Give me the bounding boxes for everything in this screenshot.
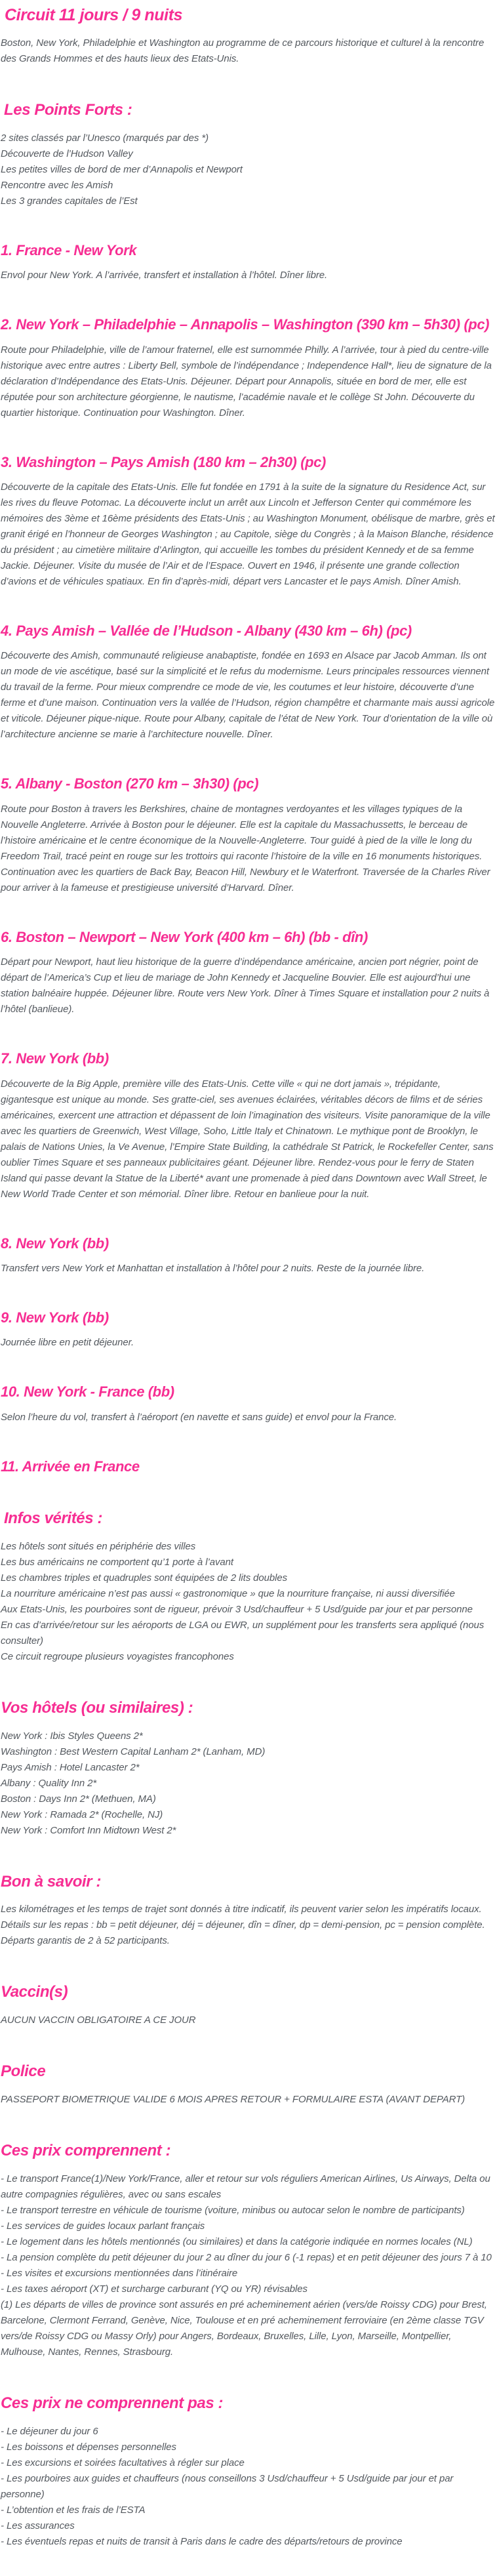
price-includes-item: - La pension complète du petit déjeuner du jour 2 au dîner du jour 6 (-1 repas) et en petit déjeuner des jours 7 à 10 <box>1 2251 492 2263</box>
price-excludes-heading: Ces prix ne comprennent pas : <box>1 2394 224 2412</box>
highlights-list <box>1 131 496 209</box>
infos-heading: Infos vérités : <box>4 1509 103 1528</box>
hotels-list <box>1 1728 496 1839</box>
price-excludes-item: - Les pourboires aux guides et chauffeurs (nous conseillons 3 Usd/chauffeur + 5 Usd/guide par jour et par personne) <box>1 2472 454 2500</box>
price-excludes-item: - Les excursions et soirées facultatives à régler sur place <box>1 2457 245 2468</box>
day-description: Route pour Boston à travers les Berkshires, chaine de montagnes verdoyantes et les villages typiques de la Nouvelle Angleterre. Arrivée à Boston pour le déjeuner. Elle est la capitale du Massachussetts, le berceau de l’histoire américaine et le centre économique de la Nouvelle-Angleterre. Tour guidé à pied de la ville le long du Freedom Trail, tracé peint en rouge sur les trottoirs qui raconte l’histoire de la ville en 16 monuments historiques. Continuation avec les quartiers de Back Bay, Beacon Hill, Newbury et le Waterfront. Traversée de la Charles River pour arriver à la fameuse et prestigieuse université d’Harvard. Dîner. <box>1 803 490 893</box>
vaccines-text: AUCUN VACCIN OBLIGATOIRE A CE JOUR <box>1 2014 196 2026</box>
intro-text: Boston, New York, Philadelphie et Washington au programme de ce parcours historique et culturel à la rencontre des Grands Hommes et des hauts lieux des Etats-Unis. <box>1 37 485 64</box>
vaccines-heading: Vaccin(s) <box>1 1983 68 2001</box>
day-section-7 <box>1 1050 496 1202</box>
good-to-know-item: Les kilométrages et les temps de trajet sont donnés à titre indicatif, ils peuvent varier selon les impératifs locaux. <box>1 1904 482 1915</box>
hotel-item: Pays Amish : Hotel Lancaster 2* <box>1 1761 140 1773</box>
highlights-heading: Les Points Forts : <box>4 101 132 119</box>
day-heading: 2. New York – Philadelphie – Annapolis – Washington (390 km – 5h30) (pc) <box>1 316 490 333</box>
day-description: Départ pour Newport, haut lieu historique de la guerre d’indépendance américaine, ancien port négrier, point de départ de l’America’s Cup et lieu de mariage de John Kennedy et Jacqueline Bouvier. Elle est aujourd’hui une station balnéaire huppée. Déjeuner libre. Route vers New York. Dîner à Times Square et installation pour 2 nuits à l’hôtel (banlieue). <box>1 956 490 1015</box>
info-item: Aux Etats-Unis, les pourboires sont de rigueur, prévoir 3 Usd/chauffeur + 5 Usd/guide par jour et par personne <box>1 1603 473 1615</box>
price-excludes-item: - L’obtention et les frais de l’ESTA <box>1 2504 146 2516</box>
hotel-item: New York : Comfort Inn Midtown West 2* <box>1 1824 176 1836</box>
day-description: Journée libre en petit déjeuner. <box>1 1337 134 1349</box>
day-heading: 1. France - New York <box>1 241 137 258</box>
day-heading: 11. Arrivée en France <box>1 1458 140 1475</box>
day-heading: 8. New York (bb) <box>1 1235 109 1252</box>
highlight-item: Découverte de l’Hudson Valley <box>1 148 133 159</box>
day-description: Transfert vers New York et Manhattan et installation à l’hôtel pour 2 nuits. Reste de la journée libre. <box>1 1262 425 1274</box>
price-excludes-item: - Les éventuels repas et nuits de transit à Paris dans le cadre des départs/retours de province <box>1 2535 403 2547</box>
day-section-3 <box>1 454 496 590</box>
price-includes-item: - Les visites et excursions mentionnées dans l’itinéraire <box>1 2267 238 2279</box>
day-heading: 7. New York (bb) <box>1 1050 109 1067</box>
day-section-5 <box>1 775 496 895</box>
price-includes-footnote: (1) Les départs de villes de province sont assurés en pré acheminement aérien (vers/de Roissy CDG) pour Brest, Barcelone, Clermont Ferrand, Genève, Nice, Toulouse et en pré acheminement ferroviaire (en 2ème classe TGV vers/de Roissy CDG ou Massy Orly) pour Angers, Bordeaux, Bruxelles, Lille, Lyon, Marseille, Montpellier, Mulhouse, Nantes, Rennes, Strasbourg. <box>1 2299 487 2358</box>
good-to-know-item: Détails sur les repas : bb = petit déjeuner, déj = déjeuner, dîn = dîner, dp = demi-pension, pc = pension complète. <box>1 1919 485 1931</box>
price-includes-heading: Ces prix comprennent : <box>1 2142 171 2160</box>
day-section-11 <box>1 1458 496 1475</box>
day-description: Route pour Philadelphie, ville de l’amour fraternel, elle est surnommée Philly. A l’arrivée, tour à pied du centre-ville historique avec entre autres : Liberty Bell, symbole de l’indépendance ; Independence Hall*, lieu de signature de la déclaration d’Indépendance des Etats-Unis. Déjeuner. Départ pour Annapolis, située en bord de mer, elle est réputée pour son architecture géorgienne, le nautisme, l’académie navale et le collège St John. Découverte du quartier historique. Continuation pour Washington. Dîner. <box>1 344 492 419</box>
price-includes-item: - Les taxes aéroport (XT) et surcharge carburant (YQ ou YR) révisables <box>1 2283 308 2295</box>
info-item: Les chambres triples et quadruples sont équipées de 2 lits doubles <box>1 1572 288 1584</box>
info-item: La nourriture américaine n’est pas aussi « gastronomique » que la nourriture française, ni aussi diversifiée <box>1 1587 455 1599</box>
police-heading: Police <box>1 2062 46 2081</box>
highlight-item: Les 3 grandes capitales de l’Est <box>1 195 138 207</box>
price-includes-item: - Le logement dans les hôtels mentionnés (ou similaires) et dans la catégorie indiquée en normes locales (NL) <box>1 2236 473 2247</box>
day-section-10 <box>1 1383 496 1425</box>
highlight-item: Rencontre avec les Amish <box>1 179 113 191</box>
good-to-know-heading: Bon à savoir : <box>1 1872 102 1891</box>
day-heading: 4. Pays Amish – Vallée de l’Hudson - Albany (430 km – 6h) (pc) <box>1 622 412 639</box>
day-heading: 6. Boston – Newport – New York (400 km – 6h) (bb - dîn) <box>1 928 368 945</box>
price-excludes-item: - Les boissons et dépenses personnelles <box>1 2441 176 2453</box>
day-heading: 5. Albany - Boston (270 km – 3h30) (pc) <box>1 775 259 792</box>
hotel-item: Washington : Best Western Capital Lanham 2* (Lanham, MD) <box>1 1746 266 1757</box>
day-section-1 <box>1 242 496 283</box>
price-excludes-item: - Le déjeuner du jour 6 <box>1 2425 98 2437</box>
day-description: Découverte des Amish, communauté religieuse anabaptiste, fondée en 1693 en Alsace par Jacob Amman. Ils ont un mode de vie ascétique, basé sur la simplicité et le refus du modernisme. Leurs principales ressources viennent du travail de la ferme. Pour mieux comprendre ce mode de vie, les coutumes et leur histoire, découverte d’une ferme et d’une maison. Continuation vers la vallée de l’Hudson, région champêtre et charmante mais aussi agricole et viticole. Déjeuner pique-nique. Route pour Albany, capitale de l’état de New York. Tour d’orientation de la ville où l’architecture ancienne se marie à l’architecture nouvelle. Dîner. <box>1 650 495 741</box>
infos-list <box>1 1539 496 1665</box>
price-includes-list <box>1 2171 496 2297</box>
hotel-item: Boston : Days Inn 2* (Methuen, MA) <box>1 1793 156 1805</box>
hotel-item: Albany : Quality Inn 2* <box>1 1777 97 1789</box>
day-description: Découverte de la Big Apple, première ville des Etats-Unis. Cette ville « qui ne dort jamais », trépidante, gigantesque est unique au monde. Ses gratte-ciel, ses avenues éclairées, véritables décors de films et de séries américaines, exercent une attraction et dépassent de loin l’imagination des visiteurs. Visite panoramique de la ville avec les quartiers de Greenwich, West Village, Soho, Little Italy et Chinatown. Le mythique pont de Brooklyn, le palais de Nations Unies, la Ve Avenue, l’Empire State Building, la cathédrale St Patrick, le Rockefeller Center, sans oublier Times Square et ses panneaux publicitaires géant. Déjeuner libre. Rendez-vous pour le ferry de Staten Island qui passe devant la Statue de la Liberté* avant une promenade à pied dans Downtown avec Wall Street, le New World Trade Center et son mémorial. Dîner libre. Retour en banlieue pour la nuit. <box>1 1078 494 1200</box>
day-heading: 10. New York - France (bb) <box>1 1383 174 1400</box>
hotel-item: New York : Ibis Styles Queens 2* <box>1 1730 143 1742</box>
price-excludes-item: - Les assurances <box>1 2520 75 2531</box>
day-section-8 <box>1 1235 496 1277</box>
day-heading: 9. New York (bb) <box>1 1309 109 1326</box>
info-item: Les bus américains ne comportent qu’1 porte à l’avant <box>1 1556 233 1568</box>
highlight-item: 2 sites classés par l’Unesco (marqués par des *) <box>1 132 209 144</box>
day-description: Selon l’heure du vol, transfert à l’aéroport (en navette et sans guide) et envol pour la France. <box>1 1411 397 1423</box>
day-heading: 3. Washington – Pays Amish (180 km – 2h30) (pc) <box>1 453 326 470</box>
day-section-9 <box>1 1309 496 1351</box>
info-item: Ce circuit regroupe plusieurs voyagistes francophones <box>1 1650 234 1662</box>
day-section-4 <box>1 623 496 743</box>
price-excludes-list <box>1 2424 496 2550</box>
hotels-heading: Vos hôtels (ou similaires) : <box>1 1698 193 1717</box>
price-includes-item: - Les services de guides locaux parlant français <box>1 2220 205 2232</box>
day-description: Envol pour New York. A l’arrivée, transfert et installation à l’hôtel. Dîner libre. <box>1 270 328 281</box>
hotel-item: New York : Ramada 2* (Rochelle, NJ) <box>1 1809 163 1820</box>
price-includes-item: - Le transport terrestre en véhicule de tourisme (voiture, minibus ou autocar selon le nombre de participants) <box>1 2204 465 2216</box>
day-description: Découverte de la capitale des Etats-Unis. Elle fut fondée en 1791 à la suite de la signature du Residence Act, sur les rives du fleuve Potomac. La découverte inclut un arrêt aux Lincoln et Jefferson Center qui commémore les mémoires des 3ème et 16ème présidents des Etats-Unis ; au Washington Monument, obélisque de marbre, grès et granit érigé en l’honneur de Georges Washington ; au Capitole, siège du Congrès ; à la Maison Blanche, résidence du président ; au cimetière militaire d’Arlington, qui accueille les tombes du président Kennedy et de sa femme Jackie. Déjeuner. Visite du musée de l’Air et de l’Espace. Ouvert en 1946, il présente une grande collection d’avions et de véhicules spatiaux. En fin d’après-midi, départ vers Lancaster et le pays Amish. Dîner Amish. <box>1 481 495 587</box>
day-section-2 <box>1 316 496 420</box>
page-title: Circuit 11 jours / 9 nuits <box>5 6 183 24</box>
price-includes-item: - Le transport France(1)/New York/France, aller et retour sur vols réguliers American Airlines, Us Airways, Delta ou autre compagnies régulières, avec ou sans escales <box>1 2173 490 2200</box>
highlight-item: Les petites villes de bord de mer d’Annapolis et Newport <box>1 163 243 175</box>
good-to-know-list <box>1 1902 496 1949</box>
police-text: PASSEPORT BIOMETRIQUE VALIDE 6 MOIS APRES RETOUR + FORMULAIRE ESTA (AVANT DEPART) <box>1 2094 466 2106</box>
info-item: En cas d’arrivée/retour sur les aéroports de LGA ou EWR, un supplément pour les transferts sera appliqué (nous consulter) <box>1 1619 485 1646</box>
day-section-6 <box>1 929 496 1017</box>
good-to-know-item: Départs garantis de 2 à 52 participants. <box>1 1935 170 1947</box>
info-item: Les hôtels sont situés en périphérie des villes <box>1 1540 196 1552</box>
